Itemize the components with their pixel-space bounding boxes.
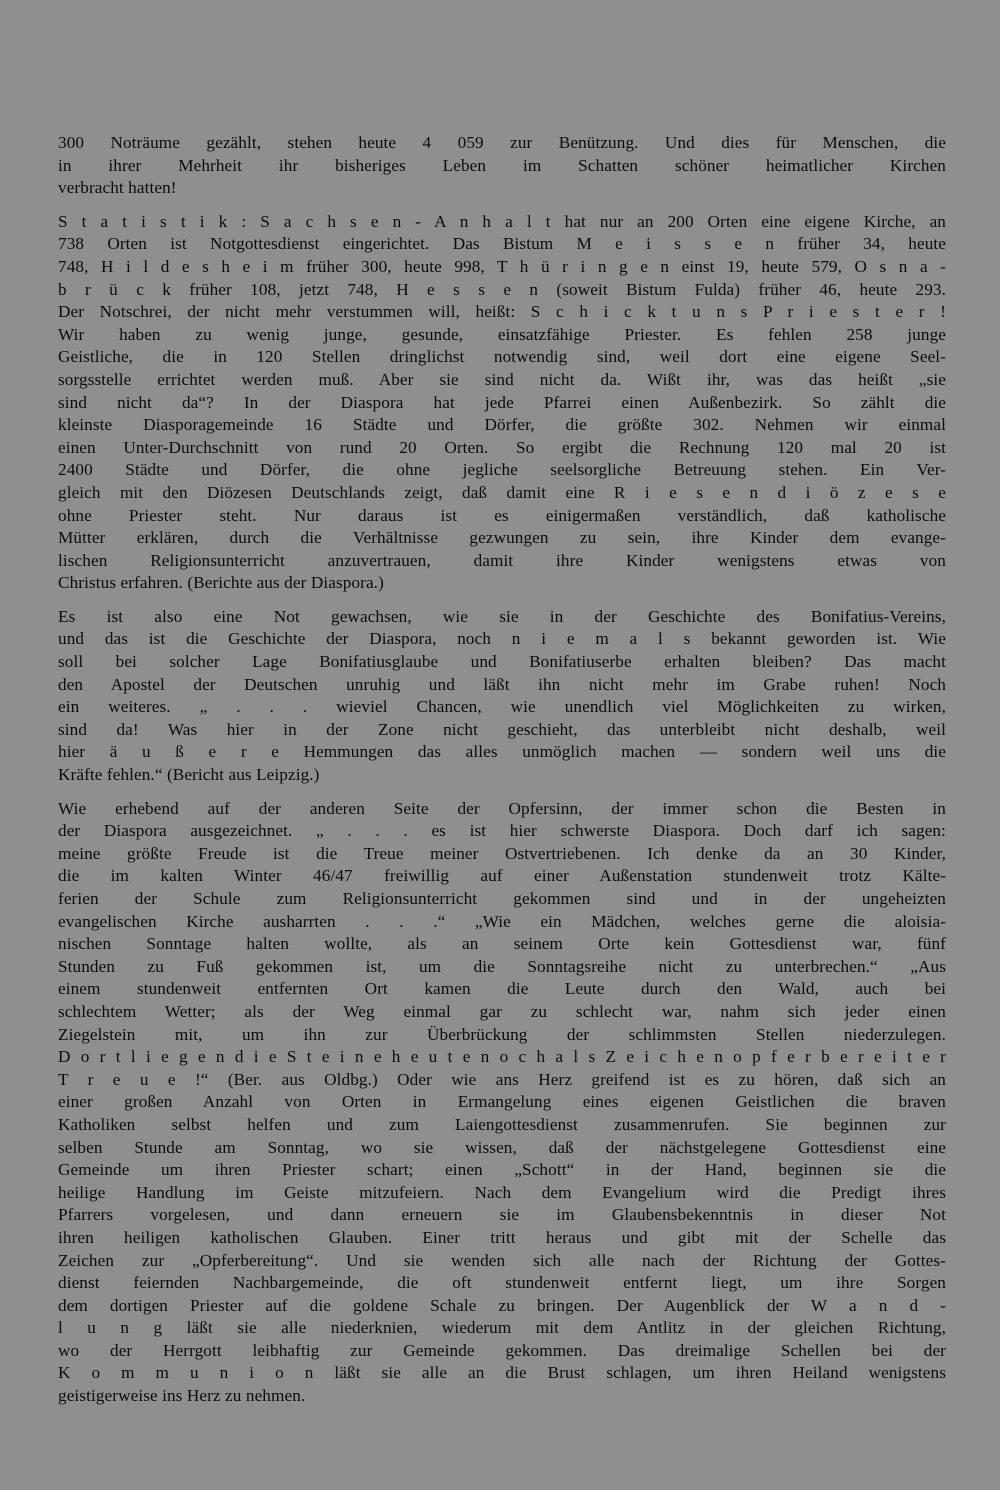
text-line: dem dortigen Priester auf die goldene Schale zu bringen. Der Augenblick der W a n d - xyxy=(58,1295,946,1315)
paragraph-opfersinn xyxy=(58,798,946,1408)
text-line: ferien der Schule zum Religionsunterricht gekommen sind und in der ungeheizten xyxy=(58,889,946,908)
text-line: die im kalten Winter 46/47 freiwillig auf einer Außenstation stundenweit trotz Kälte- xyxy=(58,866,946,886)
text-line: selben Stunde am Sonntag, wo sie wissen, daß der nächstgelegene Gottesdienst eine xyxy=(58,1137,946,1157)
text-line: Ziegelstein mit, um ihn zur Überbrückung der schlimmsten Stellen niederzulegen. xyxy=(58,1024,946,1044)
text-line: meine größte Freude ist die Treue meiner Ostvertriebenen. Ich denke da an 30 Kinder, xyxy=(58,843,946,863)
text-line: 738 Orten ist Notgottesdienst eingerichtet. Das Bistum M e i s s e n früher 34, heute xyxy=(58,234,946,254)
text-line: heilige Handlung im Geiste mitzufeiern. Nach dem Evangelium wird die Predigt ihres xyxy=(58,1182,946,1202)
text-line: einen Unter-Durchschnitt von rund 20 Orten. So ergibt die Rechnung 120 mal 20 ist xyxy=(58,437,946,457)
scanned-page-text xyxy=(58,132,946,1412)
text-line: Der Notschrei, der nicht mehr verstummen will, heißt: S c h i c k t u n s P r i e s t e r ! xyxy=(58,302,946,322)
text-line: kleinste Diasporagemeinde 16 Städte und Dörfer, die größte 302. Nehmen wir einmal xyxy=(58,415,946,435)
text-line: l u n g läßt sie alle niederknien, wiederum mit dem Antlitz in der gleichen Richtung, xyxy=(58,1318,946,1338)
text-line: verbracht hatten! xyxy=(58,178,177,198)
text-line: dienst feiernden Nachbargemeinde, die oft stundenweit entfernt liegt, um ihre Sorgen xyxy=(58,1273,946,1293)
text-line: Es ist also eine Not gewachsen, wie sie in der Geschichte des Bonifatius-Vereins, xyxy=(58,606,946,626)
text-line: sind da! Was hier in der Zone nicht geschieht, das unterbleibt nicht deshalb, weil xyxy=(58,719,946,739)
text-line: D o r t l i e g e n d i e S t e i n e h e u t e n o c h a l s Z e i c h e n o p f e r b e r e i t e r xyxy=(58,1047,946,1067)
text-line: Pfarrers vorgelesen, und dann erneuern sie im Glaubensbekenntnis in dieser Not xyxy=(58,1205,946,1225)
paragraph-not xyxy=(58,606,946,787)
text-line: in ihrer Mehrheit ihr bisheriges Leben im Schatten schöner heimatlicher Kirchen xyxy=(58,155,946,175)
text-line: und das ist die Geschichte der Diaspora, noch n i e m a l s bekannt geworden ist. Wie xyxy=(58,629,946,649)
text-line: Katholiken selbst helfen und zum Laiengottesdienst zusammenrufen. Sie beginnen zur xyxy=(58,1114,946,1134)
text-line: 748, H i l d e s h e i m früher 300, heute 998, T h ü r i n g e n einst 19, heute 579, O s n a - xyxy=(58,256,946,276)
text-line: Kräfte fehlen.“ (Bericht aus Leipzig.) xyxy=(58,765,320,785)
text-line: lischen Religionsunterricht anzuvertrauen, damit ihre Kinder wenigstens etwas von xyxy=(58,550,946,570)
text-line: b r ü c k früher 108, jetzt 748, H e s s e n (soweit Bistum Fulda) früher 46, heute 293. xyxy=(58,279,946,299)
text-line: schlechtem Wetter; als der Weg einmal gar zu schlecht war, nahm sich jeder einen xyxy=(58,1001,946,1021)
text-line: Stunden zu Fuß gekommen ist, um die Sonntagsreihe nicht zu unterbrechen.“ „Aus xyxy=(58,956,946,976)
text-line: Mütter erklären, durch die Verhältnisse gezwungen zu sein, ihre Kinder dem evange- xyxy=(58,528,946,548)
text-line: K o m m u n i o n läßt sie alle an die Brust schlagen, um ihren Heiland wenigstens xyxy=(58,1363,946,1383)
text-line: Geistliche, die in 120 Stellen dringlichst notwendig sind, weil dort eine eigene Seel- xyxy=(58,347,946,367)
text-line: S t a t i s t i k : S a c h s e n - A n h a l t hat nur an 200 Orten eine eigene Kirche, an xyxy=(58,211,946,231)
text-line: ohne Priester steht. Nur daraus ist es einigermaßen verständlich, daß katholische xyxy=(58,505,946,525)
text-line: einer großen Anzahl von Orten in Ermangelung eines eigenen Geistlichen die braven xyxy=(58,1092,946,1112)
text-line: einem stundenweit entfernten Ort kamen die Leute durch den Wald, auch bei xyxy=(58,979,946,999)
text-line: 300 Noträume gezählt, stehen heute 4 059 zur Benützung. Und dies für Menschen, die xyxy=(58,133,946,152)
paragraph-statistik xyxy=(58,211,946,595)
text-line: hier ä u ß e r e Hemmungen das alles unmöglich machen — sondern weil uns die xyxy=(58,742,946,762)
paragraph-intro xyxy=(58,132,946,200)
text-line: evangelischen Kirche ausharrten . . .“ „Wie ein Mädchen, welches gerne die aloisia- xyxy=(58,911,946,931)
text-line: nischen Sonntage halten wollte, als an seinem Orte kein Gottesdienst war, fünf xyxy=(58,934,946,954)
text-line: Wir haben zu wenig junge, gesunde, einsatzfähige Priester. Es fehlen 258 junge xyxy=(58,324,946,344)
text-line: sind nicht da“? In der Diaspora hat jede Pfarrei einen Außenbezirk. So zählt die xyxy=(58,392,946,412)
text-line: der Diaspora ausgezeichnet. „ . . . es ist hier schwerste Diaspora. Doch darf ich sagen: xyxy=(58,821,946,841)
text-line: 2400 Städte und Dörfer, die ohne jegliche seelsorgliche Betreuung stehen. Ein Ver- xyxy=(58,460,946,480)
text-line: geistigerweise ins Herz zu nehmen. xyxy=(58,1386,306,1406)
text-line: gleich mit den Diözesen Deutschlands zeigt, daß damit eine R i e s e n d i ö z e s e xyxy=(58,482,946,502)
text-line: Christus erfahren. (Berichte aus der Diaspora.) xyxy=(58,573,384,593)
text-line: den Apostel der Deutschen unruhig und läßt ihn nicht mehr im Grabe ruhen! Noch xyxy=(58,674,946,694)
text-line: Zeichen zur „Opferbereitung“. Und sie wenden sich alle nach der Richtung der Gottes- xyxy=(58,1250,946,1270)
text-line: T r e u e !“ (Ber. aus Oldbg.) Oder wie ans Herz greifend ist es zu hören, daß sich an xyxy=(58,1069,946,1089)
text-line: sorgsstelle errichtet werden muß. Aber sie sind nicht da. Wißt ihr, was das heißt „sie xyxy=(58,369,946,389)
text-line: Gemeinde um ihren Priester schart; einen „Schott“ in der Hand, beginnen sie die xyxy=(58,1160,946,1180)
text-line: wo der Herrgott leibhaftig zur Gemeinde gekommen. Das dreimalige Schellen bei der xyxy=(58,1340,946,1360)
text-line: soll bei solcher Lage Bonifatiusglaube und Bonifatiuserbe erhalten bleiben? Das macht xyxy=(58,652,946,672)
text-line: ihren heiligen katholischen Glauben. Einer tritt heraus und gibt mit der Schelle das xyxy=(58,1227,946,1247)
text-line: Wie erhebend auf der anderen Seite der Opfersinn, der immer schon die Besten in xyxy=(58,798,946,818)
text-line: ein weiteres. „ . . . wieviel Chancen, wie unendlich viel Möglichkeiten zu wirken, xyxy=(58,697,946,717)
